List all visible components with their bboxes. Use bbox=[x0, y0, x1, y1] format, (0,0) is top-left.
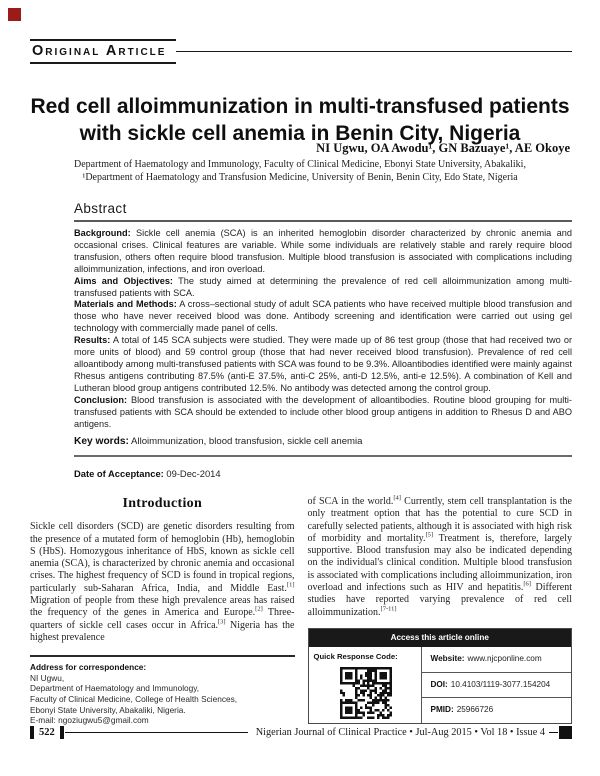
correspondence-block bbox=[30, 655, 295, 726]
correspondence-email[interactable]: E-mail: ngoziugwu5@gmail.com bbox=[30, 715, 149, 726]
corner-marker bbox=[8, 8, 21, 21]
access-box-body bbox=[309, 647, 572, 722]
access-rows bbox=[422, 647, 572, 722]
abstract-paragraph-results bbox=[74, 335, 572, 395]
correspondence-line: Ebonyi State University, Abakaliki, Nigeria. bbox=[30, 704, 186, 715]
affiliation-line-1: Department of Haematology and Immunology, Faculty of Clinical Medicine, Ebonyi State University, Abakaliki, bbox=[74, 159, 526, 170]
access-article-box bbox=[308, 628, 573, 724]
abstract-paragraph-background bbox=[74, 228, 572, 276]
access-box-title: Access this article online bbox=[309, 629, 572, 647]
authors-line: NI Ugwu, OA Awodu¹, GN Bazuaye¹, AE Okoye bbox=[316, 141, 570, 155]
abstract-heading: Abstract bbox=[74, 201, 127, 216]
pmid-label: PMID: bbox=[430, 705, 454, 715]
body-columns bbox=[30, 496, 572, 726]
pmid-row bbox=[422, 698, 572, 722]
affiliation-line-2: ¹Department of Haematology and Transfusion Medicine, University of Benin, Benin City, Edo State, Nigeria bbox=[82, 171, 518, 183]
abstract-label: Aims and Objectives: bbox=[74, 275, 173, 286]
acceptance-line bbox=[74, 468, 572, 479]
header-rule bbox=[176, 51, 572, 52]
section-header bbox=[30, 39, 572, 64]
right-column bbox=[308, 496, 573, 726]
left-column bbox=[30, 496, 295, 726]
doi-label: DOI: bbox=[430, 679, 448, 689]
qr-label: Quick Response Code: bbox=[313, 652, 398, 662]
correspondence-line: Faculty of Clinical Medicine, College of Health Sciences, bbox=[30, 694, 238, 705]
abstract-text: Sickle cell anemia (SCA) is an inherited hemoglobin disorder characterized by chronic anemia and occasional crises. Clinical features are variable. While some individuals are relatively stable and rarely require blood transfusion, others often require blood transfusion. Multiple blood transfusion is associated with complications including alloimmunization, infections, and iron overload. bbox=[74, 228, 572, 274]
qr-wrap bbox=[314, 664, 418, 720]
abstract-label: Conclusion: bbox=[74, 394, 128, 405]
correspondence-line: NI Ugwu, bbox=[30, 672, 65, 683]
footer-rule bbox=[65, 732, 248, 733]
abstract-section bbox=[74, 201, 572, 479]
introduction-heading: Introduction bbox=[122, 496, 203, 511]
abstract-text: A total of 145 SCA subjects were studied. They were made up of 86 test group (those that had received two or more units of blood) and 59 control group (those that had never received blood transfusion). Prevalence of red cell alloantibody among multi-transfused patients with SCA was found to be 9.3%. Alloantibodies identified were mainly against Rhesus antigens contributing 87.5% (anti-E 37.5%, anti-C 25%, anti-D 12.5%, anti-e 12.5%). A combination of Kell and Lutheran blood group antigens contributed 12.5%. No antibody was detected among the control group. bbox=[74, 335, 572, 393]
website-value[interactable]: www.njcponline.com bbox=[467, 654, 542, 664]
section-label: Original Article bbox=[30, 39, 176, 64]
abstract-paragraph-methods bbox=[74, 299, 572, 335]
correspondence-label: Address for correspondence: bbox=[30, 662, 147, 673]
doi-row bbox=[422, 673, 572, 698]
keywords-line bbox=[74, 436, 572, 457]
article-title: Red cell alloimmunization in multi-transfused patients with sickle cell anemia in Benin City, Nigeria bbox=[30, 95, 570, 146]
qr-code-image bbox=[340, 667, 392, 719]
footer-square-icon bbox=[559, 726, 572, 739]
correspondence-line: Department of Haematology and Immunology, bbox=[30, 683, 200, 694]
qr-cell bbox=[309, 647, 422, 722]
pmid-value: 25966726 bbox=[456, 705, 494, 715]
abstract-label: Results: bbox=[74, 335, 111, 346]
journal-line: Nigerian Journal of Clinical Practice • Jul-Aug 2015 • Vol 18 • Issue 4 bbox=[255, 727, 545, 738]
abstract-label: Background: bbox=[74, 228, 131, 238]
keywords-text: Alloimmunization, blood transfusion, sickle cell anemia bbox=[128, 436, 363, 448]
keywords-label: Key words: bbox=[74, 436, 129, 448]
introduction-right-text: of SCA in the world.[4] Currently, stem cell transplantation is the only treatment option that has the potential to cure SCD in carefully selected patients, although it is associated with high risk of morbidity and mortality.[5] Treatment is, therefore, largely supportive. Blood transfusion may also be indicated depending on the individual's clinical condition. Multiple blood transfusion is associated with complications including alloimmunization, iron overload and infections such as HIV and hepatitis.[6] Different studies have reported varying prevalence of red cell alloimmunization.[7-11] bbox=[307, 494, 572, 618]
acceptance-date: 09-Dec-2014 bbox=[163, 468, 221, 480]
page-footer bbox=[30, 726, 572, 739]
introduction-left-text: Sickle cell disorders (SCD) are genetic disorders resulting from the presence of a mutated form of hemoglobin (Hb), hemoglobin S (HbS). Homozygous inheritance of HbS, known as sickle cell anemia (SCA), is characterized by chronic anemia and occasional crises. The highest frequency of SCD is found in tropical regions, particularly sub-Saharan Africa, India, and Middle East.[1] Migration of people from these high prevalence areas has raised the frequency of the genes in America and Europe.[2] Three-quarters of sickle cell cases occur in Africa.[3] Nigeria has the highest prevalence bbox=[30, 521, 295, 643]
abstract-text: The study aimed at determining the prevalence of red cell alloimmunization among multi-transfused patients with SCA. bbox=[74, 275, 573, 298]
abstract-text: Blood transfusion is associated with the development of alloantibodies. Routine blood grouping for multi-transfused patients with SCA should be extended to include other blood group antigens in addition to Rhesus D and ABO antigens. bbox=[74, 394, 572, 429]
doi-value: 10.4103/1119-3077.154204 bbox=[450, 679, 551, 689]
acceptance-label: Date of Acceptance: bbox=[74, 468, 164, 480]
abstract-paragraph-aims bbox=[74, 276, 572, 300]
affiliations bbox=[8, 159, 592, 184]
abstract-text: A cross–sectional study of adult SCA patients who have received multiple blood transfusion and those who have never received blood was done. Antibody screening and identification were carried out using gel technology with commercially made panel of cells. bbox=[74, 299, 572, 334]
abstract-rule bbox=[74, 220, 572, 222]
website-row bbox=[422, 647, 572, 672]
footer-dash bbox=[549, 732, 558, 733]
website-label: Website: bbox=[430, 654, 465, 664]
abstract-paragraph-conclusion bbox=[74, 395, 572, 431]
abstract-label: Materials and Methods: bbox=[74, 299, 177, 310]
page-number: 522 bbox=[30, 726, 64, 739]
